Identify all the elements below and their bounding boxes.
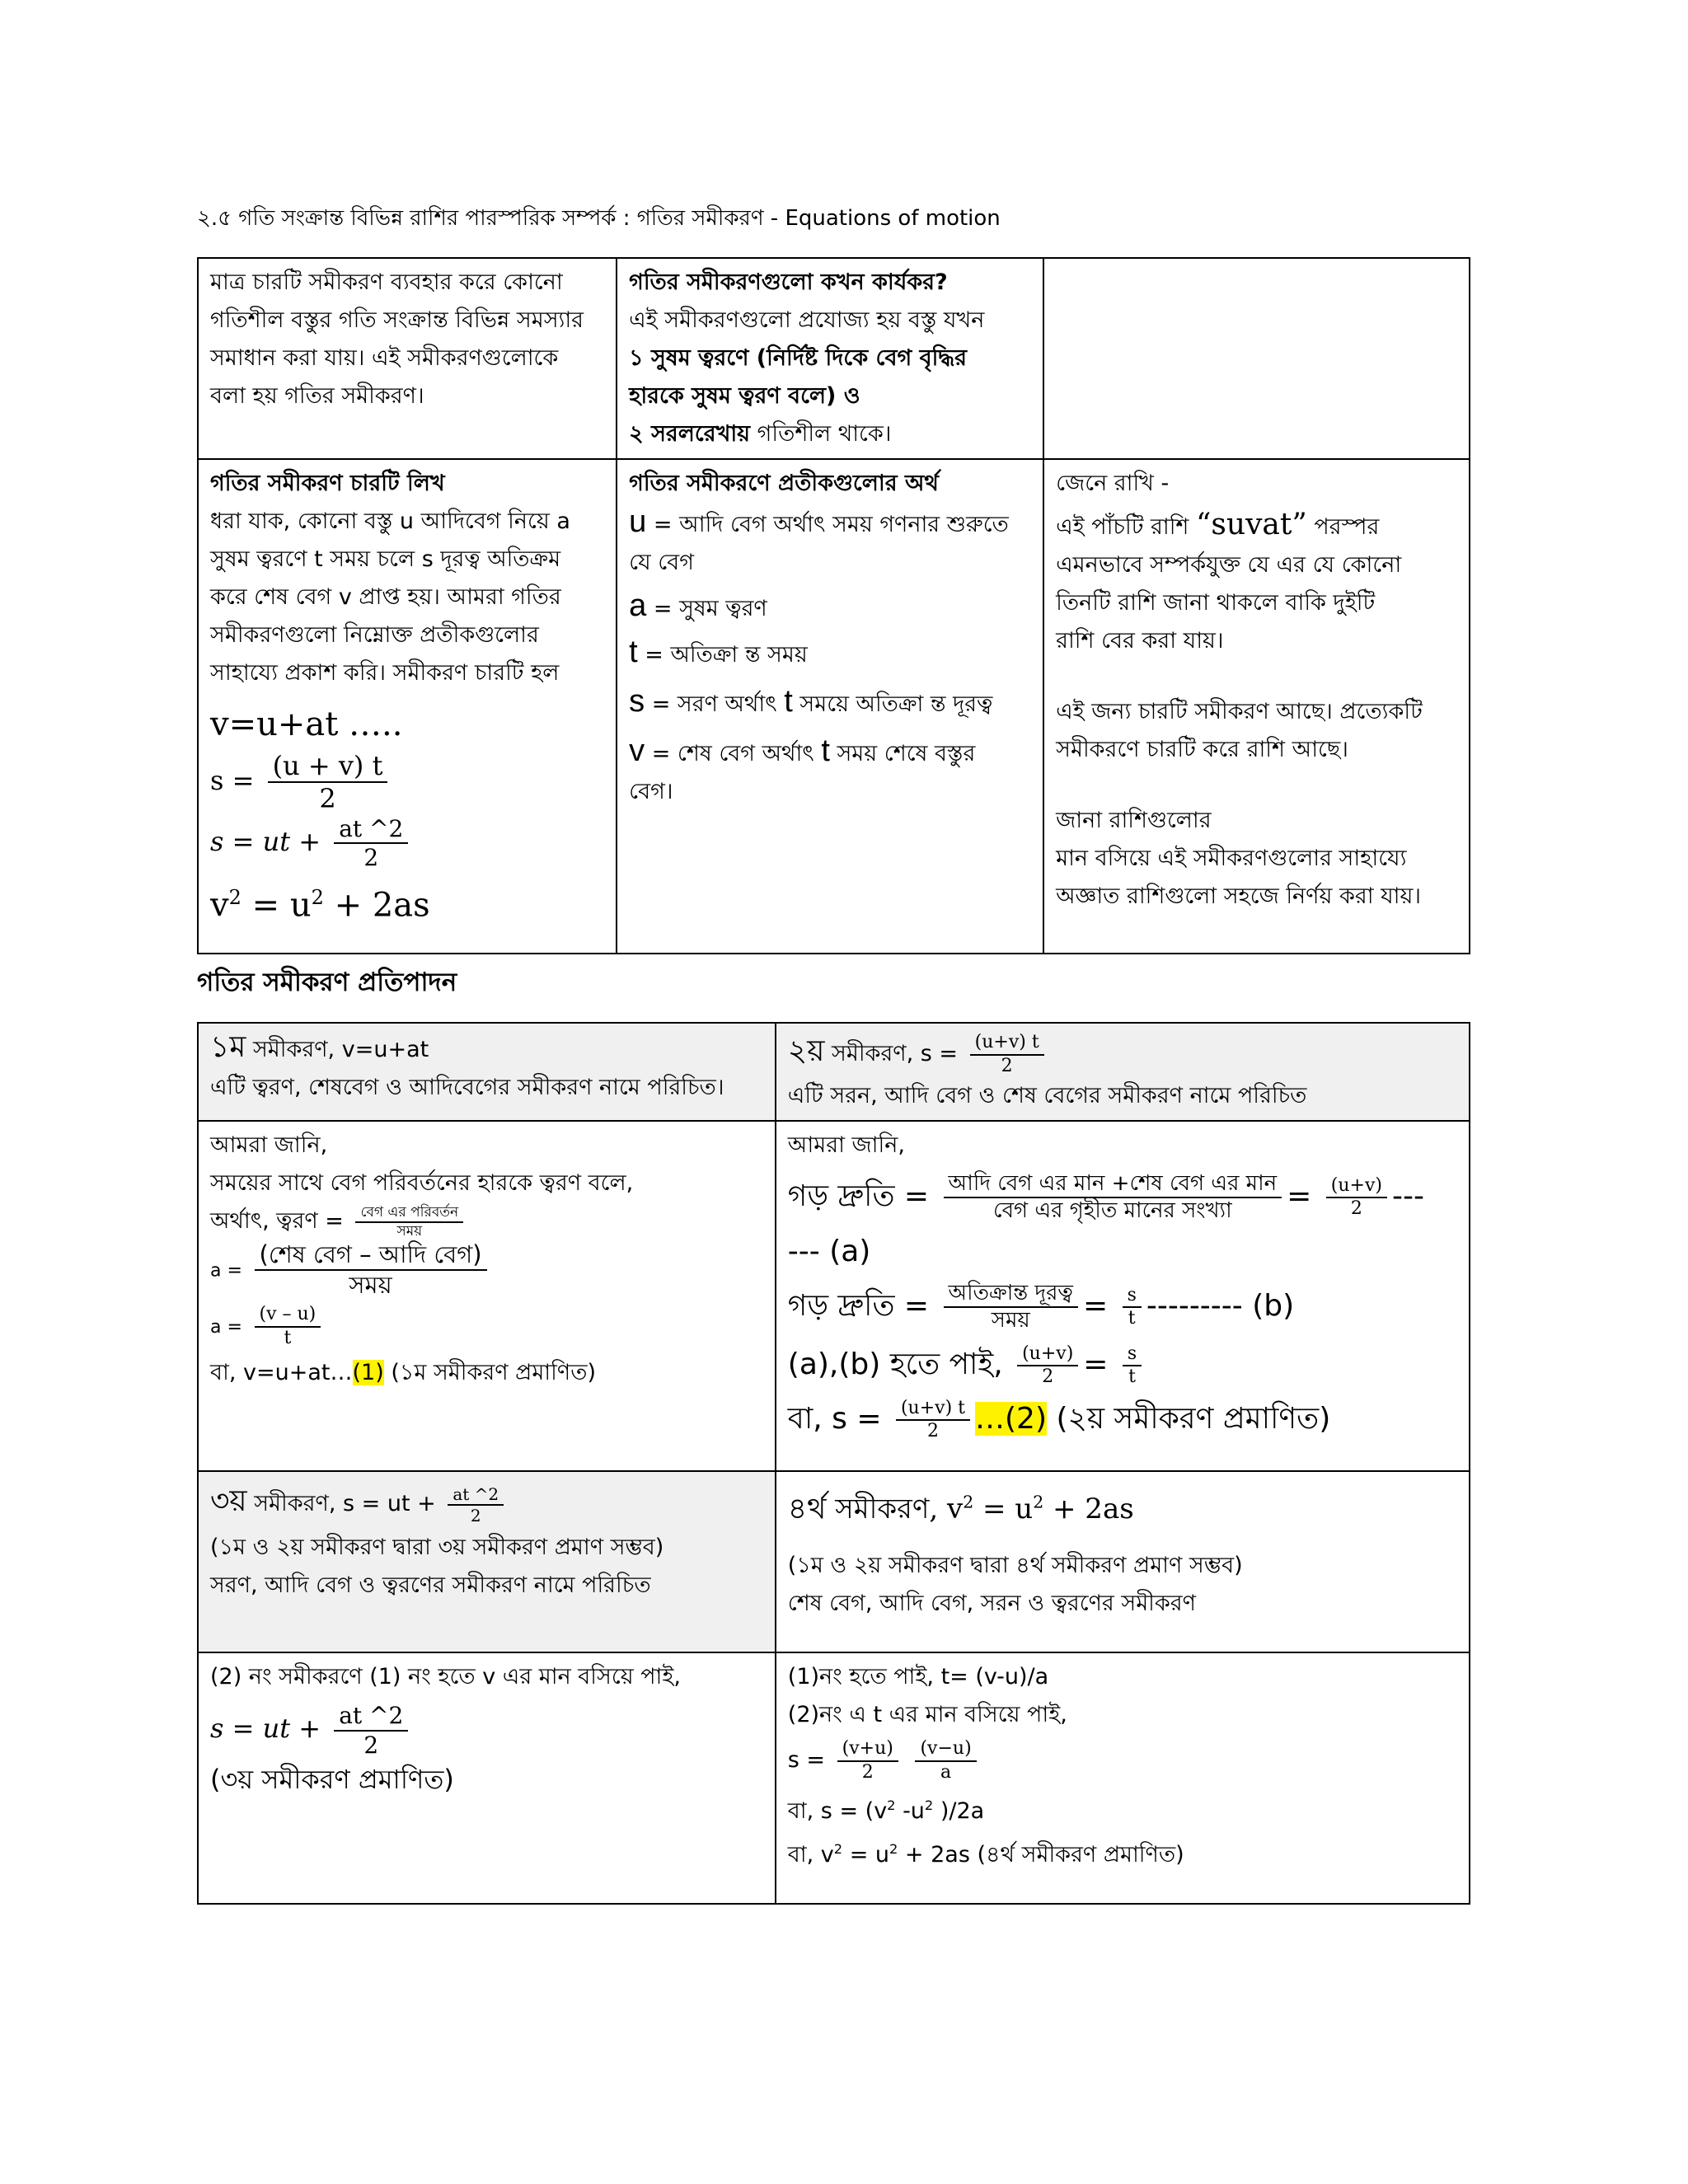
p1-acc-fraction [355,1204,463,1240]
p1-acc-num: বেগ এর পরিবর্তন [355,1204,463,1222]
symbol-u-text: = আদি বেগ অর্থাৎ সময় গণনার শুরুতে [646,512,1009,537]
equation-4 [210,872,604,930]
symbol-u-letter: u [629,504,647,539]
eq2-header-text: সমীকরণ, s = [824,1041,959,1066]
p2-eqb [788,1275,1457,1338]
eq3-header-cell [198,1471,776,1652]
p1-acc-lhs: অর্থাৎ, ত্বরণ = [210,1208,344,1234]
four-eq-line-3: করে শেষ বেগ v প্রাপ্ত হয়। আমরা গতির [210,584,561,610]
p1-a1 [210,1240,763,1300]
eq3-lhs: s = ut + [210,825,321,857]
p1-last [210,1354,763,1392]
eq3-numerator: at ^2 [334,815,408,845]
suvat-term: “suvat” [1196,508,1307,541]
eq2-lhs: s = [210,764,255,796]
intro-line-4: বলা হয় গতির সমীকরণ। [210,383,424,409]
eq4-header-sup2: 2 [1033,1493,1044,1512]
eq1-header [210,1029,763,1069]
eq1-ordinal: ১ম [210,1030,246,1064]
p4-line-1: (1)নং হতে পাই, t= (v-u)/a [787,1664,1049,1690]
eq3-proof-cell [198,1652,776,1904]
p2-eqd-den: 2 [926,1421,939,1441]
eq4-proof-cell [776,1652,1470,1904]
p2-eqc-fraction [1017,1343,1078,1389]
p4-l4-sup: 2 [887,1797,896,1813]
p3-eq-fraction [334,1702,408,1759]
p4-l5-sup2: 2 [889,1841,898,1857]
p2-eqa-eq: = [1287,1179,1312,1213]
p2-eqa-den: বেগ এর গৃহীত মানের সংখ্যা [993,1198,1232,1223]
p2-eqc-den2: t [1128,1366,1136,1387]
p2-eqb-den2: t [1128,1308,1136,1329]
straight-line-label: ২ সরলরেখায় [629,421,751,447]
p2-eqb-den: সময় [991,1308,1030,1333]
four-equations-cell [198,459,617,954]
eq3-header [210,1477,763,1529]
symbol-a [629,587,1031,628]
eq2-header-den: 2 [1001,1055,1013,1076]
p1-a2-lhs: a = [210,1317,242,1338]
four-eq-line-4: সমীকরণগুলো নিম্নোক্ত প্রতীকগুলোর [210,622,539,648]
note-line-5: রাশি বের করা যায়। [1056,628,1224,654]
p1-line-3 [210,1202,763,1240]
eq3-note: (১ম ও ২য় সমীকরণ দ্বারা ৩য় সমীকরণ প্রমাণ সম্ভব) [210,1535,664,1560]
page-title: ২.৫ গতি সংক্রান্ত বিভিন্ন রাশির পারস্পরিক সম্পর্ক : গতির সমীকরণ - Equations of motion [197,206,1001,231]
p1-a1-num: (শেষ বেগ – আদি বেগ) [255,1240,487,1271]
symbol-t-letter: t [629,635,638,669]
note-line-10: অজ্ঞাত রাশিগুলো সহজে নির্ণয় করা যায়। [1056,883,1422,909]
p2-eqc-num: (u+v) [1017,1343,1078,1366]
eq4-header [788,1477,1457,1537]
eq4-v: v [210,886,229,925]
p2-eqc [788,1338,1457,1392]
derivation-table [197,1022,1470,1905]
note-line-9: মান বসিয়ে এই সমীকরণগুলোর সাহায্যে [1056,846,1407,871]
p1-a1-den: সময় [349,1270,392,1299]
p2-eqd-lhs: বা, s = [787,1402,882,1436]
p4-eq-fraction1 [837,1738,898,1783]
intro-line-3: সমাধান করা যায়। এই সমীকরণগুলোকে [210,345,559,371]
eq4-header-formula [826,1493,1133,1526]
p4-eq-den1: 2 [861,1761,874,1783]
p3-eq [210,1696,763,1760]
p3-line-3: (৩য় সমীকরণ প্রমাণিত) [210,1764,454,1795]
p3-eq-lhs: s = ut + [210,1713,321,1744]
symbol-v [629,732,1031,773]
p2-eqb-eq: = [1082,1289,1109,1323]
p2-eqd-fraction [896,1398,970,1443]
p2-eqb-lhs: গড় দ্রুতি = [787,1289,930,1323]
note-line-7: সমীকরণে চারটি করে রাশি আছে। [1056,737,1348,762]
p4-l4a: বা, s = (v [787,1798,888,1824]
eq2-header-cell [776,1023,1470,1121]
p2-eqc-lhs: (a),(b) হতে পাই, [787,1347,1003,1381]
p4-l5-sup: 2 [833,1841,843,1857]
conditions-line-3: হারকে সুষম ত্বরণ বলে) ও [629,383,860,409]
p1-a2 [210,1300,763,1354]
eq2-fraction [268,750,388,815]
derivation-heading: গতির সমীকরণ প্রতিপাদন [197,968,457,997]
eq3-header-den: 2 [470,1505,481,1526]
p2-eqd-tail: (২য় সমীকরণ প্রমাণিত) [1047,1402,1331,1436]
p4-l5c: + 2as (৪র্থ সমীকরণ প্রমাণিত) [898,1842,1184,1868]
eq4-header-cell [776,1471,1470,1652]
eq4-header-v: সমীকরণ, v [826,1493,964,1526]
conditions-line-4 [629,415,1031,453]
p4-l4c: )/2a [933,1798,985,1824]
eq4-sup: 2 [228,885,241,909]
conditions-line-2: ১ সুষম ত্বরণে (নির্দিষ্ট দিকে বেগ বৃদ্ধির [629,345,968,371]
eq3-fraction [334,815,408,872]
four-eq-line-5: সাহায্যে প্রকাশ করি। সমীকরণ চারটি হল [210,660,560,686]
symbol-v-t: t [821,733,830,768]
eq4-sup2: 2 [311,885,324,909]
p2-eqa [788,1165,1457,1229]
equation-3 [210,815,604,872]
symbol-s-letter: s [629,684,645,719]
note-line-3: এমনভাবে সম্পর্কযুক্ত যে এর যে কোনো [1056,552,1402,578]
p2-eqc-den: 2 [1042,1366,1054,1387]
p1-a2-den: t [284,1327,292,1348]
eq2-numerator: (u + v) t [268,750,388,783]
eq2-proof-cell [776,1121,1470,1471]
intro-line-2: গতিশীল বস্তুর গতি সংক্রান্ত বিভিন্ন সমস্যার [210,307,584,333]
eq4-description: শেষ বেগ, আদি বেগ, সরন ও ত্বরণের সমীকরণ [787,1591,1196,1617]
conditions-line-1: এই সমীকরণগুলো প্রযোজ্য হয় বস্তু যখন [629,307,985,333]
p1-acc-den: সময় [396,1222,423,1240]
p1-a2-fraction [255,1304,321,1349]
p2-eqc-eq: = [1083,1347,1109,1381]
p4-eq [788,1734,1457,1787]
equation-1: v=u+at ….. [210,705,403,743]
eq1-description: এটি ত্বরণ, শেষবেগ ও আদিবেগের সমীকরণ নামে পরিচিত। [210,1075,724,1100]
p1-a1-lhs: a = [210,1260,242,1282]
eq2-denominator: 2 [319,783,336,815]
p4-l4b: -u [895,1798,925,1824]
eq3-header-fraction [448,1484,504,1526]
eq4-note: (১ম ও ২য় সমীকরণ দ্বারা ৪র্থ সমীকরণ প্রমাণ সম্ভব) [787,1553,1243,1579]
symbols-cell [617,459,1043,954]
note-line-2 [1056,506,1457,546]
symbol-a-text: = সুষম ত্বরণ [646,596,767,621]
p4-eq-num2: (v−u) [915,1738,976,1761]
eq2-header-num: (u+v) t [970,1032,1044,1055]
p2-eqa-num2: (u+v) [1326,1175,1387,1198]
p4-line-4 [788,1787,1457,1830]
p2-eqd [788,1392,1457,1446]
note-line-6: এই জন্য চারটি সমীকরণ আছে। প্রত্যেকটি [1056,699,1423,724]
note-l2a: এই পাঁচটি রাশি [1056,514,1196,540]
eq3-denominator: 2 [363,844,379,872]
p2-eqd-num: (u+v) t [896,1398,970,1421]
four-eq-line-1: ধরা যাক, কোনো বস্তু u আদিবেগ নিয়ে a [210,509,570,534]
p2-eqa-num: আদি বেগ এর মান +শেষ বেগ এর মান [944,1171,1282,1198]
eq3-header-text: সমীকরণ, s = ut + [246,1491,436,1516]
eq3-ordinal: ৩য় [210,1484,247,1518]
p4-line-5 [788,1830,1457,1874]
eq4-mid: = u [241,886,312,925]
p2-eqa-fraction [944,1171,1282,1224]
eq1-proof-cell [198,1121,776,1471]
p4-l5a: বা, v [787,1842,834,1868]
p3-eq-den: 2 [363,1731,379,1759]
empty-cell [1043,258,1470,459]
p4-eq-lhs: s = [787,1747,826,1773]
p3-eq-num: at ^2 [334,1702,408,1732]
p1-last-b: (১ম সমীকরণ প্রমাণিত) [383,1360,596,1386]
p2-eqa-cont: --- (a) [787,1235,871,1268]
eq4-header-sup: 2 [963,1493,974,1512]
eq2-ordinal: ২য় [787,1034,825,1068]
symbol-t-text: = অতিক্রা ন্ত সময় [637,642,808,668]
eq2-header [788,1029,1457,1077]
symbol-v-text2: সময় শেষে বস্তুর [829,741,976,766]
symbols-heading: গতির সমীকরণে প্রতীকগুলোর অর্থ [629,471,939,496]
symbol-u-cont: যে বেগ [629,550,694,575]
symbol-v-cont: বেগ। [629,779,673,804]
eq1-header-text: সমীকরণ, v=u+at [246,1037,429,1062]
eq2-header-fraction [970,1032,1044,1077]
eq2-description: এটি সরন, আদি বেগ ও শেষ বেগের সমীকরণ নামে পরিচিত [787,1083,1307,1108]
note-line-4: তিনটি রাশি জানা থাকলে বাকি দুইটি [1056,590,1376,616]
symbol-u [629,503,1031,544]
p1-line-2: সময়ের সাথে বেগ পরিবর্তনের হারকে ত্বরণ বলে, [210,1170,634,1196]
p3-line-1: (2) নং সমীকরণে (1) নং হতে v এর মান বসিয়ে পাই, [210,1664,681,1690]
eq4-end: + 2as [323,886,430,925]
conditions-cell [617,258,1043,459]
p4-l4-sup2: 2 [924,1797,934,1813]
p1-line-1: আমরা জানি, [210,1132,328,1158]
note-line-8: জানা রাশিগুলোর [1056,808,1212,833]
p4-eq-den2: a [940,1761,952,1783]
equation-2 [210,750,604,815]
four-eq-line-2: সুষম ত্বরণে t সময় চলে s দূরত্ব অতিক্রম [210,546,561,572]
p2-eqa-den2: 2 [1350,1198,1362,1219]
eq3-header-num: at ^2 [448,1484,504,1506]
note-heading: জেনে রাখি - [1056,471,1170,496]
p2-eqa-lhs: গড় দ্রুতি = [787,1179,930,1213]
symbol-v-letter: v [629,733,645,768]
intro-table [197,257,1470,954]
p2-eqb-num2: s [1123,1285,1142,1308]
p4-eq-fraction2 [915,1738,976,1783]
four-equations-heading: গতির সমীকরণ চারটি লিখ [210,471,445,496]
p2-eqb-fraction2 [1123,1285,1142,1330]
p4-l5b: = u [842,1842,890,1868]
note-l2c: পরস্পর [1306,514,1380,540]
moving-label: গতিশীল থাকে। [750,421,892,447]
note-cell [1043,459,1470,954]
p2-eqc-fraction2 [1123,1343,1142,1389]
p1-a1-fraction [255,1240,487,1300]
p2-eqa-tail: --- [1391,1179,1424,1213]
p2-eqc-num2: s [1123,1343,1142,1366]
eq4-header-end: + 2as [1043,1493,1134,1526]
p2-eqb-num: অতিক্রান্ত দূরত্ব [944,1281,1078,1308]
p2-eqb-fraction [944,1281,1078,1333]
p1-a2-num: (v – u) [255,1304,321,1327]
conditions-heading: গতির সমীকরণগুলো কখন কার্যকর? [629,269,948,295]
p1-label-1: (1) [352,1360,384,1386]
eq4-header-mid: = u [973,1493,1034,1526]
p2-line-1: আমরা জানি, [787,1132,905,1158]
symbol-t [629,633,1031,674]
intro-cell [198,258,617,459]
p4-eq-num1: (v+u) [837,1738,898,1761]
symbol-s-text1: = সরণ অর্থাৎ [645,691,785,717]
symbol-a-letter: a [629,588,647,623]
p2-eqa-fraction2 [1326,1175,1387,1221]
eq1-header-cell [198,1023,776,1121]
p2-eqb-tail: --------- (b) [1146,1289,1295,1323]
p2-label-2: …(2) [975,1402,1047,1436]
intro-line-1: মাত্র চারটি সমীকরণ ব্যবহার করে কোনো [210,269,563,295]
p1-last-a: বা, v=u+at… [210,1360,353,1386]
symbol-s-text2: সময়ে অতিক্রা ন্ত দূরত্ব [792,691,993,717]
symbol-s [629,682,1031,724]
p4-line-2: (2)নং এ t এর মান বসিয়ে পাই, [787,1702,1067,1727]
eq4-ordinal: ৪র্থ [787,1492,827,1526]
symbol-v-text1: = শেষ বেগ অর্থাৎ [645,741,822,766]
symbol-s-t: t [784,684,793,719]
eq3-description: সরণ, আদি বেগ ও ত্বরণের সমীকরণ নামে পরিচিত [210,1572,651,1598]
